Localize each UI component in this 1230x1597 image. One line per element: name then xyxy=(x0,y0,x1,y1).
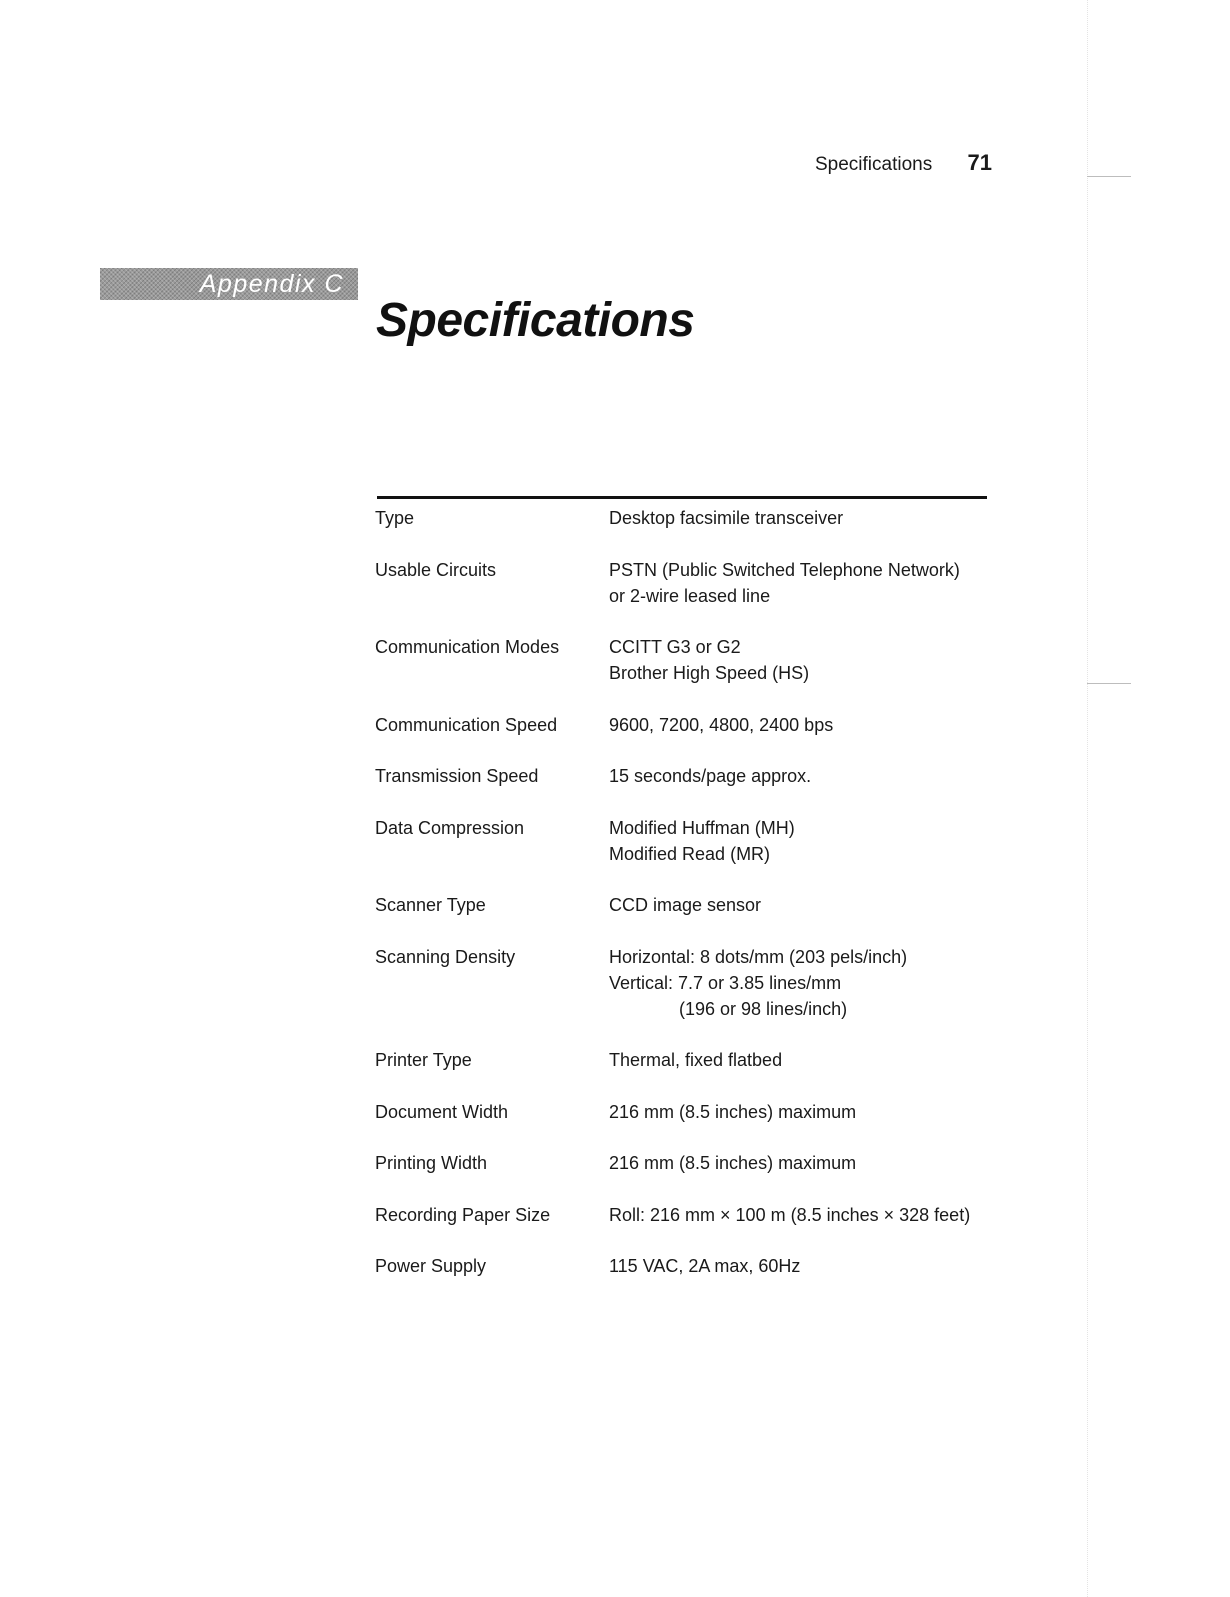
spec-value-line: Roll: 216 mm × 100 m (8.5 inches × 328 feet) xyxy=(609,1204,971,1225)
spec-value xyxy=(609,944,987,1022)
spec-label: Communication Modes xyxy=(375,637,560,657)
spec-row-data-compression xyxy=(375,815,987,867)
spec-value-line: Desktop facsimile transceiver xyxy=(609,508,844,528)
spec-value-line: 216 mm (8.5 inches) maximum xyxy=(609,1101,857,1122)
spec-value xyxy=(609,1099,987,1125)
spec-label: Type xyxy=(375,508,415,528)
running-header xyxy=(700,150,992,178)
running-header-section: Specifications xyxy=(815,154,933,175)
table-top-rule xyxy=(377,496,987,499)
spec-value xyxy=(609,634,987,686)
spec-label: Document Width xyxy=(375,1101,509,1122)
spec-row-recording-paper-size xyxy=(375,1202,987,1228)
spec-value xyxy=(609,1047,987,1073)
spec-row-document-width xyxy=(375,1099,987,1125)
spec-row-scanning-density xyxy=(375,944,987,1022)
spec-value xyxy=(609,557,987,609)
spec-label: Printer Type xyxy=(375,1050,472,1070)
spec-value-line: Modified Huffman (MH) xyxy=(609,817,795,838)
spec-label: Scanning Density xyxy=(375,946,516,967)
spec-row-transmission-speed xyxy=(375,763,987,789)
spec-row-usable-circuits xyxy=(375,557,987,609)
spec-value-line: 115 VAC, 2A max, 60Hz xyxy=(609,1256,801,1276)
spec-value-line: Brother High Speed (HS) xyxy=(609,663,810,683)
spec-value-line: CCITT G3 or G2 xyxy=(609,637,741,657)
spec-label: Usable Circuits xyxy=(375,559,497,580)
spec-value xyxy=(609,1253,987,1279)
spec-value xyxy=(609,815,987,867)
spec-label: Recording Paper Size xyxy=(375,1204,551,1225)
spec-value-line: 9600, 7200, 4800, 2400 bps xyxy=(609,714,834,735)
spec-label: Scanner Type xyxy=(375,895,486,915)
spec-value-line: or 2-wire leased line xyxy=(609,585,771,606)
spec-row-type xyxy=(375,505,987,531)
spec-label: Communication Speed xyxy=(375,714,558,735)
appendix-banner: Appendix C xyxy=(100,268,358,300)
spec-value-line: Modified Read (MR) xyxy=(609,843,771,864)
spec-value-line: (196 or 98 lines/inch) xyxy=(679,998,848,1019)
spec-row-printing-width xyxy=(375,1150,987,1176)
spec-value xyxy=(609,1150,987,1176)
spec-row-scanner-type xyxy=(375,892,987,918)
spec-value-line: Horizontal: 8 dots/mm (203 pels/inch) xyxy=(609,946,908,967)
spec-row-printer-type xyxy=(375,1047,987,1073)
spec-value xyxy=(609,505,987,531)
spec-label: Data Compression xyxy=(375,817,525,838)
page-number: 71 xyxy=(967,150,992,175)
spec-value-line: 216 mm (8.5 inches) maximum xyxy=(609,1153,857,1173)
spec-row-communication-modes xyxy=(375,634,987,686)
spec-value xyxy=(609,763,987,789)
page-title: Specifications xyxy=(376,294,695,347)
spec-label: Printing Width xyxy=(375,1153,488,1173)
spec-row-power-supply xyxy=(375,1253,987,1279)
edge-mark-middle xyxy=(1087,683,1131,684)
edge-mark-top xyxy=(1087,176,1131,177)
scan-edge-line xyxy=(1087,0,1088,1597)
spec-row-communication-speed xyxy=(375,712,987,738)
spec-value-line: PSTN (Public Switched Telephone Network) xyxy=(609,559,960,580)
spec-value-line: Vertical: 7.7 or 3.85 lines/mm xyxy=(609,972,842,993)
spec-value-line: Thermal, fixed flatbed xyxy=(609,1050,783,1070)
spec-value xyxy=(609,892,987,918)
spec-label: Power Supply xyxy=(375,1256,487,1276)
spec-value xyxy=(609,712,987,738)
spec-table xyxy=(375,505,987,1305)
spec-label: Transmission Speed xyxy=(375,766,539,786)
spec-value-line: CCD image sensor xyxy=(609,895,762,915)
spec-value xyxy=(609,1202,987,1228)
spec-value-line: 15 seconds/page approx. xyxy=(609,766,812,786)
